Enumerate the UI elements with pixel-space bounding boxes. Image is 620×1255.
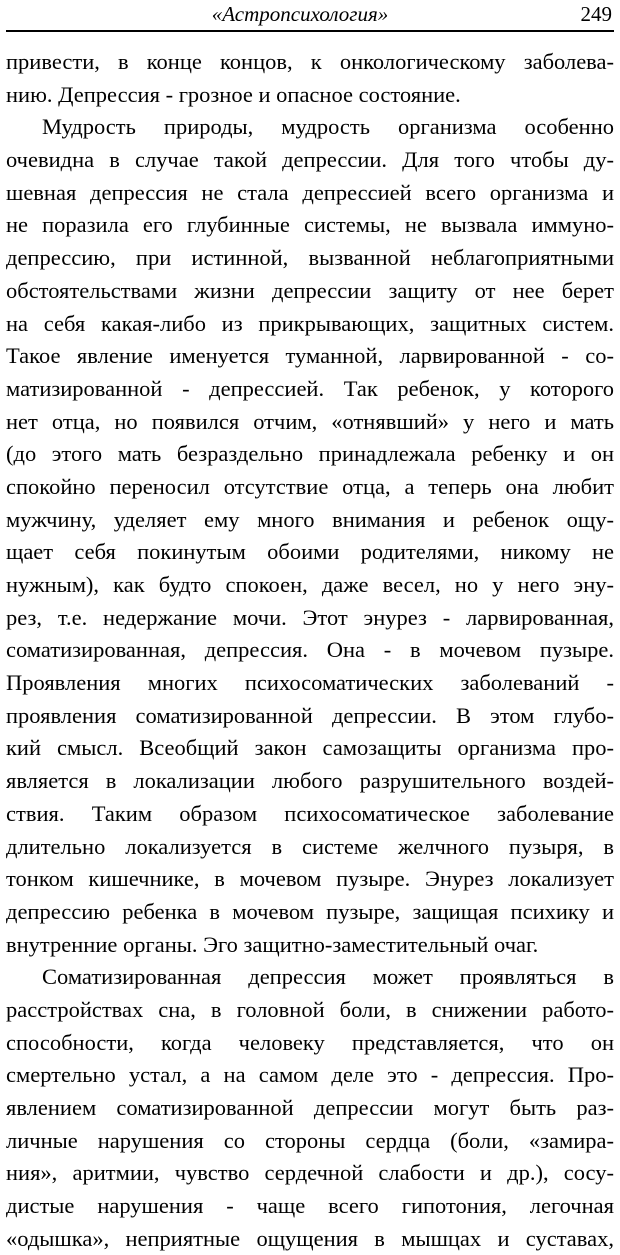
text-line: кий смысл. Всеобщий закон самозащиты организма про- [6, 735, 614, 761]
text-line: проявления соматизированной депрессии. В этом глубо- [6, 702, 614, 728]
text-line: привести, в конце концов, к онкологическому заболева- [6, 49, 614, 74]
text-line: депрессию, при истинной, вызванной неблагоприятными [6, 245, 614, 271]
text-line: шевная депрессия не стала депрессией всего организма и [6, 179, 614, 205]
text-line: очевидна в случае такой депрессии. Для того чтобы ду- [6, 147, 614, 173]
text-line: личные нарушения со стороны сердца (боли, «замира- [6, 1127, 614, 1153]
text-line: внутренние органы. Эго защитно-заместительный очаг. [6, 931, 539, 957]
running-header [0, 0, 620, 34]
text-line: Соматизированная депрессия может проявляться в [42, 964, 614, 990]
text-line: депрессию ребенка в мочевом пузыре, защищая психику и [6, 898, 614, 924]
text-line: является в локализации любого разрушительного воздей- [6, 768, 614, 794]
text-line: (до этого мать безраздельно принадлежала ребенку и он [6, 441, 614, 467]
text-line: «одышка», неприятные ощущения в мышцах и суставах, [6, 1225, 614, 1251]
text-line: щает себя покинутым обоими родителями, никому не [6, 539, 614, 565]
body-text [6, 46, 614, 1255]
text-line: способности, когда человеку представляется, что он [6, 1029, 614, 1055]
text-line: длительно локализуется в системе желчного пузыря, в [6, 833, 614, 859]
text-line: Такое явление именуется туманной, ларвированной - со- [6, 343, 614, 369]
text-line: матизированной - депрессией. Так ребенок, у которого [6, 375, 614, 401]
page-number: 249 [580, 2, 612, 26]
text-line: ния», аритмии, чувство сердечной слабости и др.), сосу- [6, 1160, 614, 1186]
text-line: нет отца, но появился отчим, «отнявший» у него и мать [6, 408, 614, 434]
text-line: расстройствах сна, в головной боли, в снижении работо- [6, 996, 614, 1022]
text-line: дистые нарушения - чаще всего гипотония, легочная [6, 1193, 614, 1219]
text-line: явлением соматизированной депрессии могут быть раз- [6, 1095, 614, 1120]
text-line: нужным), как будто спокоен, даже весел, но у него эну- [6, 572, 614, 597]
text-line: ствия. Таким образом психосоматическое заболевание [6, 800, 614, 826]
text-line: на себя какая-либо из прикрывающих, защитных систем. [6, 310, 614, 336]
header-rule [6, 30, 614, 32]
text-line: спокойно переносил отсутствие отца, а теперь она любит [6, 473, 614, 499]
text-line: Проявления многих психосоматических заболеваний - [6, 670, 614, 696]
text-line: нию. Депрессия - грозное и опасное состояние. [6, 81, 461, 107]
text-line: обстоятельствами жизни депрессии защиту от нее берет [6, 277, 614, 303]
text-line: рез, т.е. недержание мочи. Этот энурез - ларвированная, [6, 604, 614, 630]
text-line: смертельно устал, а на самом деле это - депрессия. Про- [6, 1062, 614, 1088]
text-line: соматизированная, депрессия. Она - в мочевом пузыре. [6, 637, 614, 663]
text-line: мужчину, уделяет ему много внимания и ребенок ощу- [6, 506, 614, 532]
text-line: не поразила его глубинные системы, не вызвала иммуно- [6, 212, 614, 238]
text-line: тонком кишечнике, в мочевом пузыре. Энурез локализует [6, 866, 614, 892]
running-title: «Астропсихология» [211, 2, 389, 26]
text-line: Мудрость природы, мудрость организма особенно [42, 114, 614, 140]
